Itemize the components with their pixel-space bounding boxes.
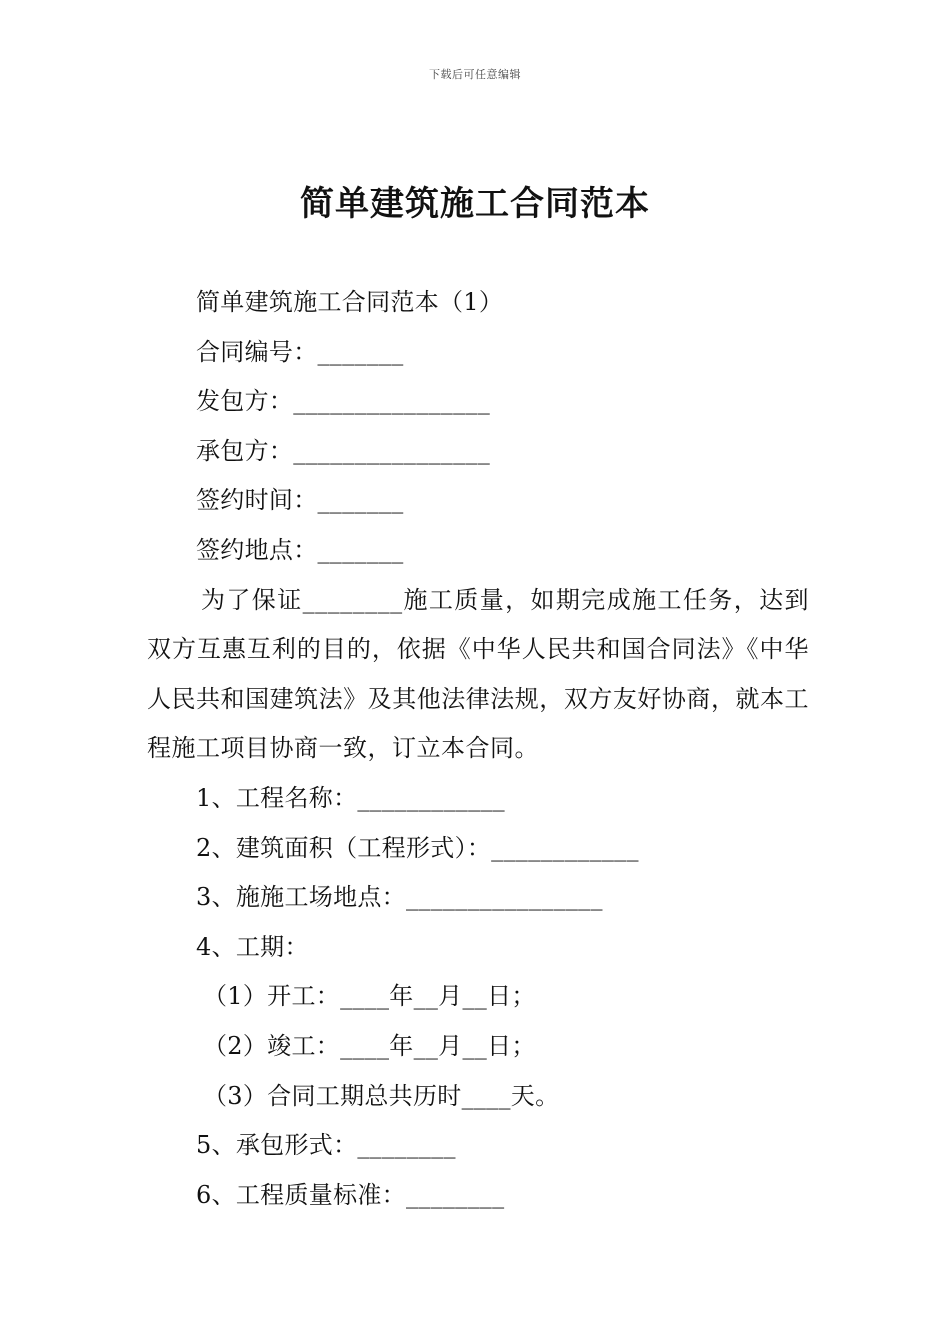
- item-project-name: 1、工程名称：____________: [196, 783, 505, 812]
- contract-number-line: 合同编号：_______: [196, 337, 404, 366]
- signing-place-line: 签约地点：_______: [196, 535, 404, 564]
- sub-item-completion-date: （2）竣工：____年__月__日；: [203, 1031, 536, 1060]
- intro-paragraph: 为了保证________施工质量，如期完成施工任务，达到双方互惠互利的目的，依据《中华人民共和国合同法》《中华人民共和国建筑法》及其他法律法规，双方友好协商，就本工程施工项目协商一致，订立本合同。: [147, 585, 809, 763]
- signing-date-line: 签约时间：_______: [196, 486, 404, 515]
- sub-item-total-days: （3）合同工期总共历时____天。: [203, 1081, 560, 1110]
- subtitle-line: 简单建筑施工合同范本（1）: [196, 288, 504, 316]
- item-site-location: 3、施施工场地点：________________: [196, 883, 603, 912]
- document-body: [147, 278, 809, 1220]
- item-duration: 4、工期：: [196, 932, 309, 961]
- employer-line: 发包方：________________: [196, 387, 490, 416]
- item-quality-standard: 6、工程质量标准：________: [196, 1180, 505, 1209]
- sub-item-start-date: （1）开工：____年__月__日；: [203, 982, 536, 1011]
- item-contract-form: 5、承包形式：________: [196, 1131, 456, 1160]
- contractor-line: 承包方：________________: [196, 436, 490, 465]
- item-building-area: 2、建筑面积（工程形式）：____________: [196, 833, 639, 862]
- document-title: 简单建筑施工合同范本: [300, 184, 650, 224]
- header-note: 下载后可任意编辑: [429, 68, 521, 81]
